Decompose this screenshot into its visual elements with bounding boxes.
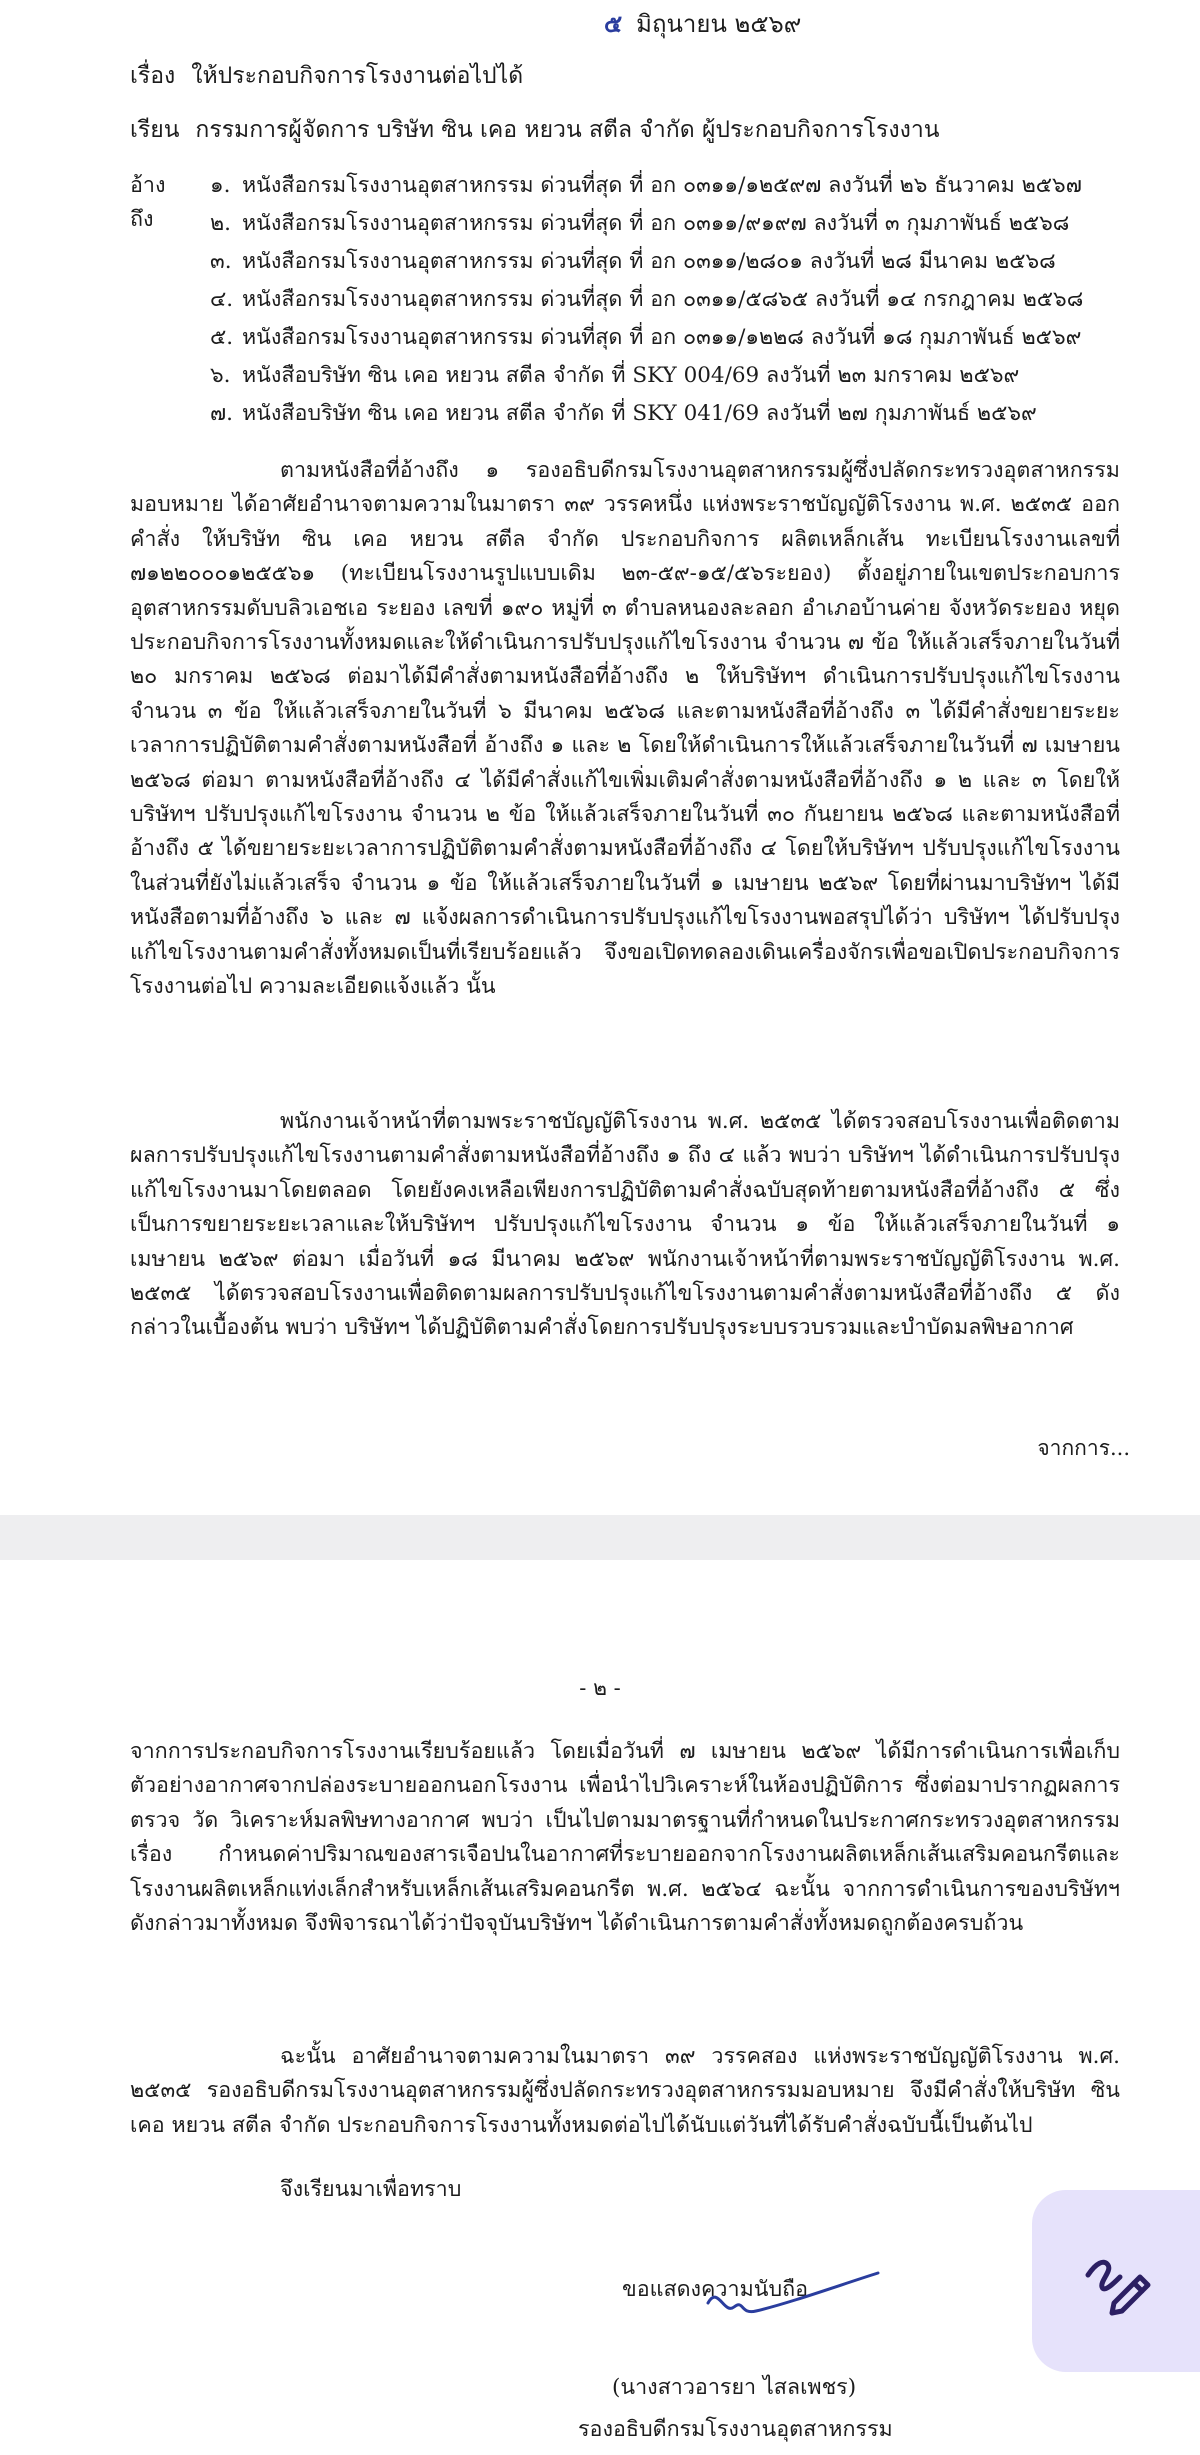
- reference-item: ๖. หนังสือบริษัท ซิน เคอ หยวน สตีล จำกัด ที่ SKY 004/69 ลงวันที่ ๒๓ มกราคม ๒๕๖๙: [210, 363, 1020, 388]
- reference-item: ๕. หนังสือกรมโรงงานอุตสาหกรรม ด่วนที่สุด ที่ อก ๐๓๑๑/๑๒๒๘ ลงวันที่ ๑๘ กุมภาพันธ์ ๒๕๖๙: [210, 325, 1082, 350]
- reference-item: ๔. หนังสือกรมโรงงานอุตสาหกรรม ด่วนที่สุด ที่ อก ๐๓๑๑/๕๘๖๕ ลงวันที่ ๑๔ กรกฎาคม ๒๕๖๘: [210, 287, 1084, 312]
- references-label: อ้างถึง: [130, 173, 166, 232]
- body-paragraph-2: พนักงานเจ้าหน้าที่ตามพระราชบัญญัติโรงงาน พ.ศ. ๒๕๓๕ ได้ตรวจสอบโรงงานเพื่อติดตามผลการปรับปรุงแก้ไขโรงงานตามคำสั่งตามหนังสือที่อ้างถึง ๑ ถึง ๔ แล้ว พบว่า บริษัทฯ ได้ดำเนินการปรับปรุงแก้ไขโรงงานมาโดยตลอด โดยยังคงเหลือเพียงการปฏิบัติตามคำสั่งฉบับสุดท้ายตามหนังสือที่อ้างถึง ๕ ซึ่งเป็นการขยายระยะเวลาและให้บริษัทฯ ปรับปรุงแก้ไขโรงงาน จำนวน ๑ ข้อ ให้แล้วเสร็จภายในวันที่ ๑ เมษายน ๒๕๖๙ ต่อมา เมื่อวันที่ ๑๘ มีนาคม ๒๕๖๙ พนักงานเจ้าหน้าที่ตามพระราชบัญญัติโรงงาน พ.ศ. ๒๕๓๕ ได้ตรวจสอบโรงงานเพื่อติดตามผลการปรับปรุงแก้ไขโรงงานตามคำสั่งตามหนังสือที่อ้างถึง ๕ ดังกล่าวในเบื้องต้น พบว่า บริษัทฯ ได้ปฏิบัติตามคำสั่งโดยการปรับปรุงระบบรวบรวมและบำบัดมลพิษอากาศ: [130, 1109, 1120, 1341]
- recipient-line: [130, 112, 939, 148]
- date-line: [604, 4, 801, 43]
- page-number: - ๒ -: [579, 1676, 621, 1700]
- body-paragraph-3: จากการประกอบกิจการโรงงานเรียบร้อยแล้ว โดยเมื่อวันที่ ๗ เมษายน ๒๕๖๙ ได้มีการดำเนินการเพื่อเก็บตัวอย่างอากาศจากปล่องระบายออกนอกโรงงาน เพื่อนำไปวิเคราะห์ในห้องปฏิบัติการ ซึ่งต่อมาปรากฏผลการตรวจ วัด วิเคราะห์มลพิษทางอากาศ พบว่า เป็นไปตามมาตรฐานที่กำหนดในประกาศกระทรวงอุตสาหกรรม เรื่อง กำหนดค่าปริมาณของสารเจือปนในอากาศที่ระบายออกจากโรงงานผลิตเหล็กเส้นเสริมคอนกรีตและโรงงานผลิตเหล็กแท่งเล็กสำหรับเหล็กเส้นเสริมคอนกรีต พ.ศ. ๒๕๖๔ ฉะนั้น จากการดำเนินการของบริษัทฯ ดังกล่าวมาทั้งหมด จึงพิจารณาได้ว่าปัจจุบันบริษัทฯ ได้ดำเนินการตามคำสั่งทั้งหมดถูกต้องครบถ้วน: [130, 1739, 1120, 1937]
- signature: [700, 2245, 900, 2329]
- subject-text: ให้ประกอบกิจการโรงงานต่อไปได้: [191, 63, 524, 89]
- reference-item: ๓. หนังสือกรมโรงงานอุตสาหกรรม ด่วนที่สุด ที่ อก ๐๓๑๑/๒๘๐๑ ลงวันที่ ๒๘ มีนาคม ๒๕๖๘: [210, 249, 1056, 274]
- recipient-label: เรียน: [130, 117, 180, 143]
- subject-label: เรื่อง: [130, 63, 176, 89]
- signer-name: (นางสาวอารยา ไสลเพชร): [612, 2375, 857, 2400]
- closing-line: จึงเรียนมาเพื่อทราบ: [280, 2177, 462, 2202]
- edit-button[interactable]: [1032, 2190, 1200, 2372]
- subject-line: [130, 58, 523, 94]
- date-day: ๕: [604, 9, 623, 38]
- reference-item: ๑. หนังสือกรมโรงงานอุตสาหกรรม ด่วนที่สุด ที่ อก ๐๓๑๑/๑๒๕๙๗ ลงวันที่ ๒๖ ธันวาคม ๒๕๖๗: [210, 173, 1082, 198]
- date-month-year: มิถุนายน ๒๕๖๙: [636, 10, 802, 38]
- reference-item: ๒. หนังสือกรมโรงงานอุตสาหกรรม ด่วนที่สุด ที่ อก ๐๓๑๑/๙๑๙๗ ลงวันที่ ๓ กุมภาพันธ์ ๒๕๖๘: [210, 211, 1070, 236]
- body-paragraph-1: ตามหนังสือที่อ้างถึง ๑ รองอธิบดีกรมโรงงานอุตสาหกรรมผู้ซึ่งปลัดกระทรวงอุตสาหกรรมมอบหมาย ได้อาศัยอำนาจตามความในมาตรา ๓๙ วรรคหนึ่ง แห่งพระราชบัญญัติโรงงาน พ.ศ. ๒๕๓๕ ออกคำสั่ง ให้บริษัท ซิน เคอ หยวน สตีล จำกัด ประกอบกิจการ ผลิตเหล็กเส้น ทะเบียนโรงงานเลขที่ ๗๑๒๒๐๐๐๑๒๕๕๖๑ (ทะเบียนโรงงานรูปแบบเดิม ๒๓-๕๙-๑๕/๕๖ระยอง) ตั้งอยู่ภายในเขตประกอบการอุตสาหกรรมดับบลิวเอชเอ ระยอง เลขที่ ๑๙๐ หมู่ที่ ๓ ตำบลหนองละลอก อำเภอบ้านค่าย จังหวัดระยอง หยุดประกอบกิจการโรงงานทั้งหมดและให้ดำเนินการปรับปรุงแก้ไขโรงงาน จำนวน ๗ ข้อ ให้แล้วเสร็จภายในวันที่ ๒๐ มกราคม ๒๕๖๘ ต่อมาได้มีคำสั่งตามหนังสือที่อ้างถึง ๒ ให้บริษัทฯ ดำเนินการปรับปรุงแก้ไขโรงงาน จำนวน ๓ ข้อ ให้แล้วเสร็จภายในวันที่ ๖ มีนาคม ๒๕๖๘ และตามหนังสือที่อ้างถึง ๓ ได้มีคำสั่งขยายระยะเวลาการปฏิบัติตามคำสั่งตามหนังสือที่ อ้างถึง ๑ และ ๒ โดยให้ดำเนินการให้แล้วเสร็จภายในวันที่ ๗ เมษายน ๒๕๖๘ ต่อมา ตามหนังสือที่อ้างถึง ๔ ได้มีคำสั่งแก้ไขเพิ่มเติมคำสั่งตามหนังสือที่อ้างถึง ๑ ๒ และ ๓ โดยให้บริษัทฯ ปรับปรุงแก้ไขโรงงาน จำนวน ๒ ข้อ ให้แล้วเสร็จภายในวันที่ ๓๐ กันยายน ๒๕๖๘ และตามหนังสือที่อ้างถึง ๕ ได้ขยายระยะเวลาการปฏิบัติตามคำสั่งตามหนังสือที่อ้างถึง ๔ โดยให้บริษัทฯ ปรับปรุงแก้ไขโรงงานในส่วนที่ยังไม่แล้วเสร็จ จำนวน ๑ ข้อ ให้แล้วเสร็จภายในวันที่ ๑ เมษายน ๒๕๖๙ โดยที่ผ่านมาบริษัทฯ ได้มีหนังสือตามที่อ้างถึง ๖ และ ๗ แจ้งผลการดำเนินการปรับปรุงแก้ไขโรงงานพอสรุปได้ว่า บริษัทฯ ได้ปรับปรุงแก้ไขโรงงานตามคำสั่งทั้งหมดเป็นที่เรียบร้อยแล้ว จึงขอเปิดทดลองเดินเครื่องจักรเพื่อขอเปิดประกอบกิจการโรงงานต่อไป ความละเอียดแจ้งแล้ว นั้น: [130, 458, 1120, 1000]
- body-paragraph-4: ฉะนั้น อาศัยอำนาจตามความในมาตรา ๓๙ วรรคสอง แห่งพระราชบัญญัติโรงงาน พ.ศ. ๒๕๓๕ รองอธิบดีกรมโรงงานอุตสาหกรรมผู้ซึ่งปลัดกระทรวงอุตสาหกรรมมอบหมาย จึงมีคำสั่งให้บริษัท ซิน เคอ หยวน สตีล จำกัด ประกอบกิจการโรงงานทั้งหมดต่อไปได้นับแต่วันที่ได้รับคำสั่งฉบับนี้เป็นต้นไป: [130, 2044, 1120, 2138]
- reference-item: ๗. หนังสือบริษัท ซิน เคอ หยวน สตีล จำกัด ที่ SKY 041/69 ลงวันที่ ๒๗ กุมภาพันธ์ ๒๕๖๙: [210, 401, 1037, 426]
- regards-line: ขอแสดงความนับถือ: [622, 2277, 809, 2302]
- continued-marker: จากการ...: [1037, 1436, 1130, 1460]
- signer-title: รองอธิบดีกรมโรงงานอุตสาหกรรม: [578, 2417, 893, 2442]
- pen-edit-icon: [1078, 2241, 1154, 2321]
- recipient-text: กรรมการผู้จัดการ บริษัท ซิน เคอ หยวน สตีล จำกัด ผู้ประกอบกิจการโรงงาน: [195, 117, 940, 143]
- document-page-2: [0, 1560, 1200, 2455]
